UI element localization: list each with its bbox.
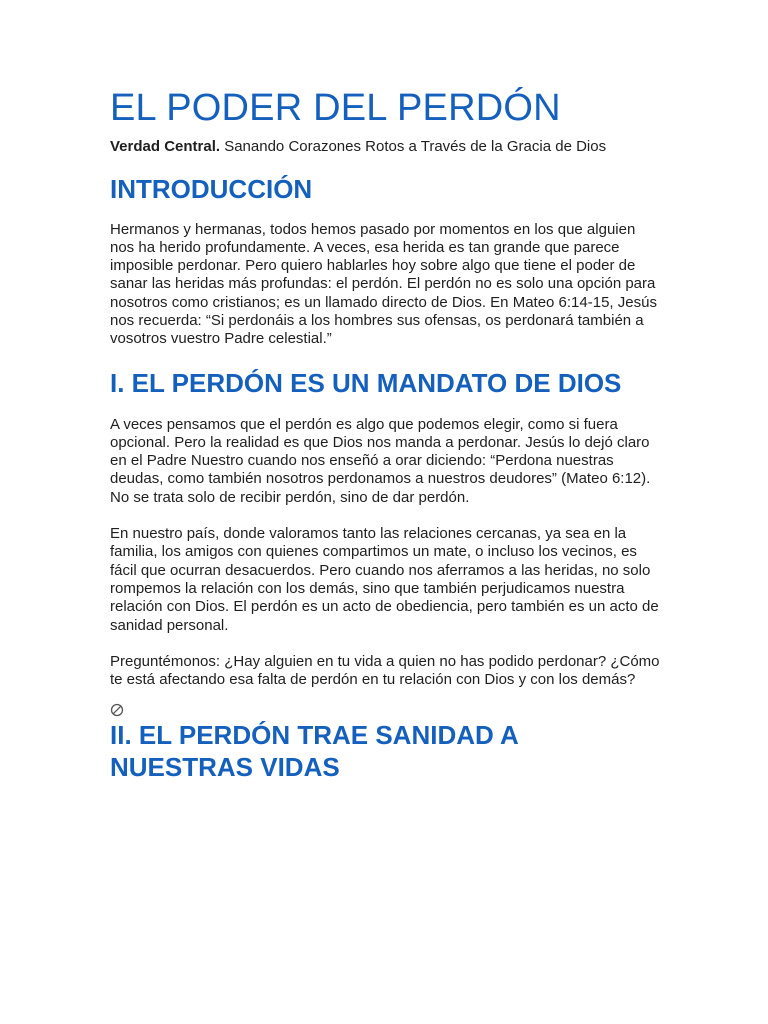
section-one-paragraph-1: A veces pensamos que el perdón es algo que podemos elegir, como si fuera opcional. Pero la realidad es que Dios nos manda a perdonar. Jesús lo dejó claro en el Padre Nuestro cuando nos enseñó a orar diciendo: “Perdona nuestras deudas, como también nosotros perdonamos a nuestros deudores” (Mateo 6:12). No se trata solo de recibir perdón, sino de dar perdón.	[110, 415, 651, 506]
central-truth	[110, 138, 662, 157]
separator-row	[110, 703, 662, 717]
section-two-heading: II. EL PERDÓN TRAE SANIDAD A NUESTRAS VIDAS	[110, 720, 518, 783]
central-truth-label: Verdad Central.	[110, 138, 221, 155]
section-one-heading: I. EL PERDÓN ES UN MANDATO DE DIOS	[110, 367, 622, 398]
document-title: EL PODER DEL PERDÓN	[110, 87, 561, 129]
central-truth-text: Sanando Corazones Rotos a Través de la Gracia de Dios	[220, 138, 607, 155]
intro-paragraph: Hermanos y hermanas, todos hemos pasado por momentos en los que alguien nos ha herido profundamente. A veces, esa herida es tan grande que parece imposible perdonar. Pero quiero hablarles hoy sobre algo que tiene el poder de sanar las heridas más profundas: el perdón. El perdón no es solo una opción para nosotros como cristianos; es un llamado directo de Dios. En Mateo 6:14-15, Jesús nos recuerda: “Si perdonáis a los hombres sus ofensas, os perdonará también a vosotros vuestro Padre celestial.”	[110, 220, 657, 348]
intro-heading: INTRODUCCIÓN	[110, 173, 313, 204]
section-one-paragraph-2: En nuestro país, donde valoramos tanto las relaciones cercanas, ya sea en la familia, los amigos con quienes compartimos un mate, o incluso los vecinos, es fácil que ocurran desacuerdos. Pero cuando nos aferramos a las heridas, no solo rompemos la relación con los demás, sino que también perjudicamos nuestra relación con Dios. El perdón es un acto de obediencia, pero también es un acto de sanidad personal.	[110, 525, 659, 634]
section-one-paragraph-3: Preguntémonos: ¿Hay alguien en tu vida a quien no has podido perdonar? ¿Cómo te está afectando esa falta de perdón en tu relación con Dios y con los demás?	[110, 652, 660, 689]
document-page	[110, 82, 662, 783]
prohibited-circle-icon	[110, 703, 662, 717]
